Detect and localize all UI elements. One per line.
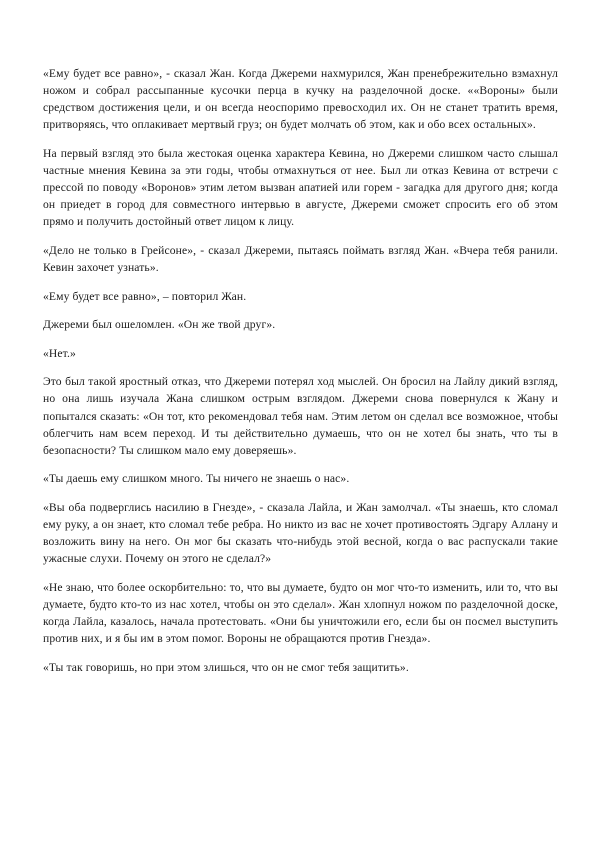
paragraph: «Ты так говоришь, но при этом злишься, что он не смог тебя защитить». <box>43 660 409 674</box>
paragraph: На первый взгляд это была жестокая оценка характера Кевина, но Джереми слишком часто слышал частные мнения Кевина за эти годы, чтобы отмахнуться от нее. Был ли отказ Кевина от встречи с прессой по поводу «Воронов» этим летом вызван апатией или горем - загадка для другого дня; когда он приедет в город для совместного интервью в августе, Джереми сможет спросить его об этом прямо и получить достойный ответ лицом к лицу. <box>43 146 558 229</box>
document-text-body <box>43 65 558 676</box>
paragraph: «Ты даешь ему слишком много. Ты ничего не знаешь о нас». <box>43 472 350 486</box>
paragraph: «Ему будет все равно», – повторил Жан. <box>43 289 247 303</box>
paragraph: Это был такой яростный отказ, что Джереми потерял ход мыслей. Он бросил на Лайлу дикий взгляд, но она лишь изучала Жана слишком острым взглядом. Джереми снова повернулся к Жану и попытался сказать: «Он тот, кто рекомендовал тебя нам. Этим летом он сделал все возможное, чтобы облегчить нам всем переход. И ты действительно думаешь, что он не хотел бы знать, что ты в безопасности? Ты слишком мало ему доверяешь». <box>43 375 558 457</box>
paragraph: «Дело не только в Грейсоне», - сказал Джереми, пытаясь поймать взгляд Жан. «Вчера тебя ранили. Кевин захочет узнать». <box>43 243 558 274</box>
paragraph: «Вы оба подверглись насилию в Гнезде», - сказала Лайла, и Жан замолчал. «Ты знаешь, кто сломал ему руку, а он знает, кто сломал тебе ребра. Но никто из вас не хочет противостоять Эдгару Аллану и возложить вину на него. Он мог бы сказать что-нибудь этой весной, когда о вас распускали такие ужасные слухи. Почему он этого не сделал?» <box>43 500 558 566</box>
paragraph: Джереми был ошеломлен. «Он же твой друг». <box>43 318 276 332</box>
paragraph: «Ему будет все равно», - сказал Жан. Когда Джереми нахмурился, Жан пренебрежительно взмахнул ножом и собрал рассыпанные кусочки перца в кучку на разделочной доске. ««Вороны» были средством достижения цели, и он всегда неоспоримо превосходил их. Он не станет тратить время, притворяясь, что оплакивает мертвый груз; он будет молчать об этом, как и обо всех остальных». <box>43 67 558 132</box>
paragraph: «Нет.» <box>43 346 76 360</box>
paragraph: «Не знаю, что более оскорбительно: то, что вы думаете, будто он мог что-то изменить, или то, что вы думаете, будто кто-то из нас хотел, чтобы он это сделал». Жан хлопнул ножом по разделочной доске, когда Лайла, казалось, начала протестовать. «Они бы уничтожили его, если бы он посмел выступить против них, и я бы им в этом помог. Вороны не обращаются против Гнезда». <box>43 580 558 646</box>
